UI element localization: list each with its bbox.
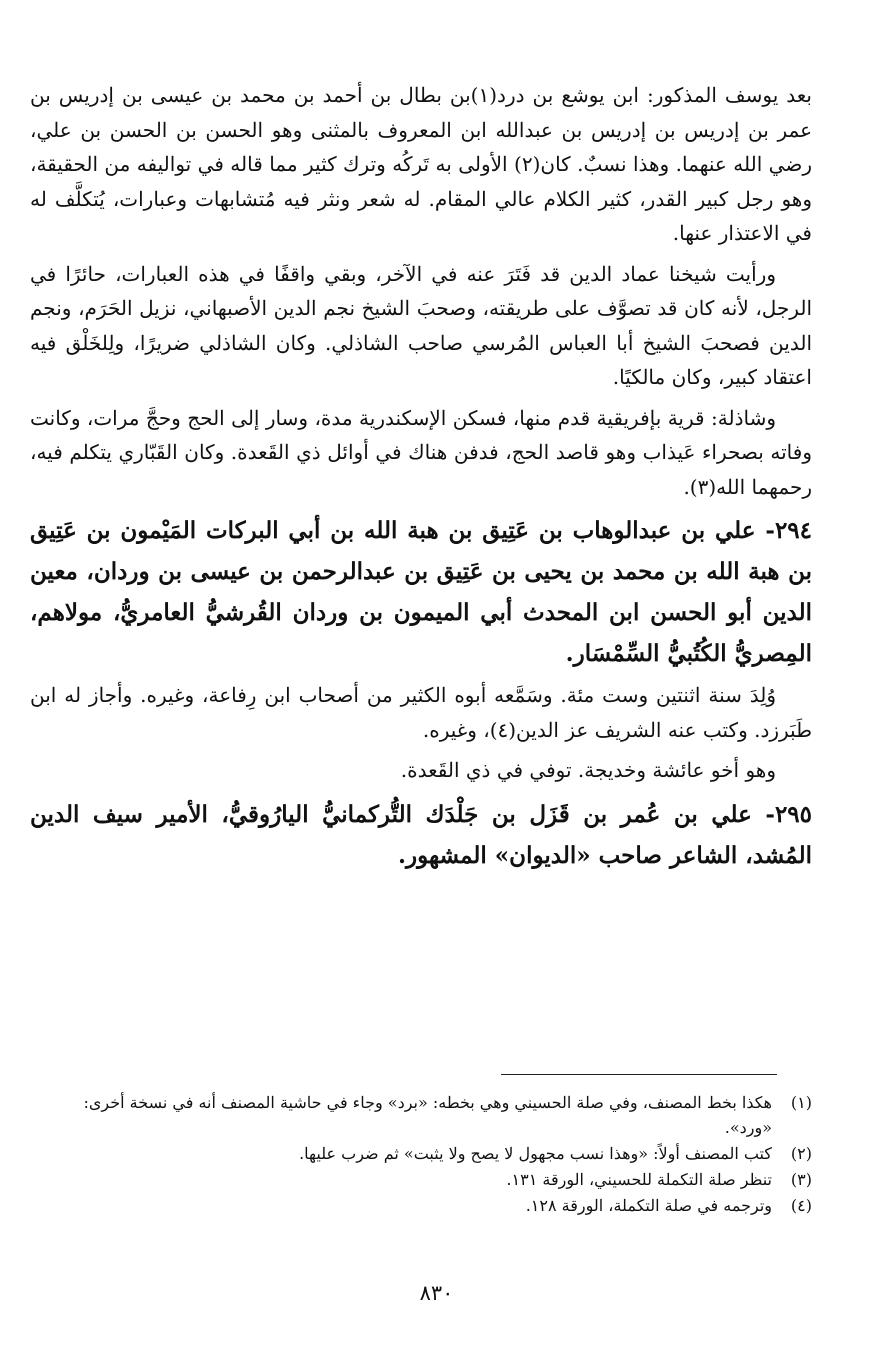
footnote-text: تنظر صلة التكملة للحسيني، الورقة ١٣١. (506, 1170, 772, 1189)
entry-294-paragraph-2: وهو أخو عائشة وخديجة. توفي في ذي القَعدة. (400, 758, 776, 782)
footnote-4 (40, 1193, 812, 1218)
footnote-3 (40, 1167, 812, 1192)
footnote-number: (٤) (790, 1196, 812, 1215)
footnote-1 (40, 1090, 812, 1140)
footnote-2 (40, 1141, 812, 1166)
entry-295-heading (30, 794, 812, 876)
footnote-separator (501, 1074, 777, 1075)
page-number: ٨٣٠ (419, 1281, 454, 1305)
footnote-number: (١) (790, 1093, 812, 1112)
entry-294-title: علي بن عبدالوهاب بن عَتِيق بن هبة الله بن أبي البركات المَيْمون بن عَتِيق بن هبة الله بن محمد بن يحيى بن عَتِيق بن عبدالرحمن بن عيسى بن وردان، معين الدين أبو الحسن ابن المحدث أبي الميمون بن وردان القُرشيُّ العامريُّ، مولاهم، المِصريُّ الكُتُبيُّ السِّمْسَار. (30, 517, 812, 667)
footnote-number: (٢) (790, 1144, 812, 1163)
paragraph-3: وشاذلة: قرية بإفريقية قدم منها، فسكن الإسكندرية مدة، وسار إلى الحج وحجَّ مرات، وكانت وفاته بصحراء عَيذاب وهو قاصد الحج، فدفن هناك في أوائل ذي القَعدة. وكان القَبّاري يتكلم فيه، رحمهما الله(٣). (30, 405, 812, 499)
entry-294-number: ٢٩٤- (765, 517, 812, 544)
paragraph-2: ورأيت شيخنا عماد الدين قد فَتَرَ عنه في الآخر، وبقي واقفًا في هذه العبارات، حائرًا في الرجل، لأنه كان قد تصوَّف على طريقته، وصحبَ الشيخ نجم الدين الأصبهاني، نزيل الحَرَم، ونجم الدين فصحبَ الشيخ أبا العباس المُرسي صاحب الشاذلي. وكان الشاذلي ضريرًا، ولِلخَلْق فيه اعتقاد كبير، وكان مالكيًا. (30, 261, 812, 389)
paragraph-1: بعد يوسف المذكور: ابن يوشع بن درد(١)بن بطال بن أحمد بن محمد بن عيسى بن إدريس بن عمر بن إدريس بن إدريس بن عبدالله ابن المعروف بالمثنى وهو الحسن بن الحسن بن علي، رضي الله عنهما. وهذا نسبٌ. كان(٢) الأولى به تَركُه وترك كثير مما قاله في تواليفه من الحقيقة، وهو رجل كبير القدر، كثير الكلام عالي المقام. له شعر ونثر فيه مُتشابهات وعبارات، يُتكلَّف له في الاعتذار عنها. (30, 83, 813, 245)
footnote-text: وترجمه في صلة التكملة، الورقة ١٢٨. (525, 1196, 772, 1215)
footnote-text: هكذا بخط المصنف، وفي صلة الحسيني وهي بخطه: «برد» وجاء في حاشية المصنف أنه في نسخة أخرى: «ورد». (83, 1093, 772, 1137)
footnote-text: كتب المصنف أولاً: «وهذا نسب مجهول لا يصح ولا يثبت» ثم ضرب عليها. (299, 1144, 772, 1163)
footnote-number: (٣) (790, 1170, 812, 1189)
entry-294-paragraph-1: وُلِدَ سنة اثنتين وست مئة. وسَمَّعه أبوه الكثير من أصحاب ابن رِفاعة، وغيره. وأجاز له ابن طَبَرزد. وكتب عنه الشريف عز الدين(٤)، وغيره. (30, 683, 812, 742)
main-text-block (30, 78, 812, 880)
entry-295-title: علي بن عُمر بن قَزَل بن جَلْدَك التُّركمانيُّ اليارُوقيُّ، الأمير سيف الدين المُشد، الشاعر صاحب «الديوان» المشهور. (30, 800, 812, 869)
entry-295-number: ٢٩٥- (765, 800, 812, 828)
entry-294-heading (30, 510, 812, 674)
footnotes (40, 1090, 812, 1219)
